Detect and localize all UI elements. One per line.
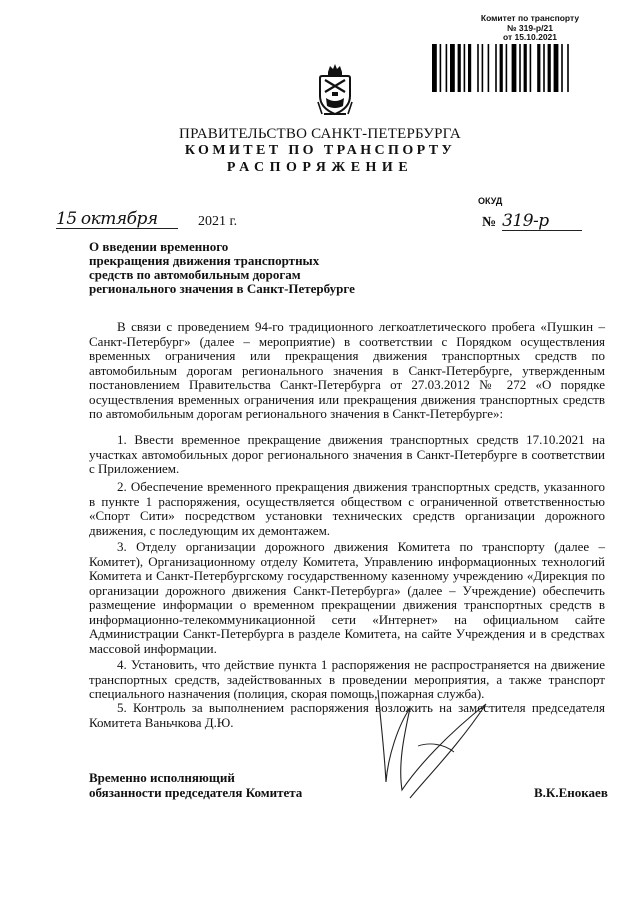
date-day: 15 [56,209,77,229]
stamp-number: № 319-р/21 [507,22,553,33]
signatory-role [89,770,302,800]
title-line: О введении временного [89,239,229,254]
paragraph: 1. Ввести временное прекращение движения транспортных средств 17.10.2021 на участках автомобильных дорог регионального значения в Санкт-Петербурге в соответствии с Приложением. [89,432,605,476]
government-name: ПРАВИТЕЛЬСТВО САНКТ-ПЕТЕРБУРГА [179,126,461,142]
clause-2 [89,480,605,538]
clause-5 [89,701,605,730]
document-type: РАСПОРЯЖЕНИЕ [226,160,414,175]
document-title [89,240,369,296]
okud-label: ОКУД [478,196,503,206]
role-line: обязанности председателя Комитета [89,785,303,800]
number-handwritten: 319-р [502,212,582,231]
number-sign: № [482,215,497,230]
clause-1 [89,433,605,477]
stamp-date: от 15.10.2021 [502,32,558,42]
paragraph: В связи с проведением 94-го традиционного легкоатлетического пробега «Пушкин – Санкт-Петербург» (далее – мероприятие) в соответствии с Порядком осуществления временных ограничения или прекращения движения транспортных средств по автомобильным дорогам регионального значения в Санкт-Петербурге, утвержденным постановлением Правительства Санкт-Петербурга от 27.03.2012 № 272 «О порядке осуществления временных ограничения или прекращения движения транспортных средств по автомобильным дорогам регионального значения в Санкт-Петербурге»: [89,319,605,421]
handwritten-signature-icon [358,686,508,806]
registration-stamp [455,14,605,43]
stamp-committee: Комитет по транспорту [480,13,580,23]
clause-3 [89,540,605,656]
paragraph: 3. Отделу организации дорожного движения Комитета по транспорту (далее – Комитет), Организационному отделу Комитета, Управлению информационных технологий Комитета и Санкт-Петербургскому государственному казенному учреждению «Дирекция по организации дорожного движения Санкт-Петербурга» (далее – Учреждение) обеспечить размещение информации о временном прекращении движения транспортных средств в информационно-телекоммуникационной сети «Интернет» на официальном сайте Администрации Санкт-Петербурга в разделе Комитета, на сайте Учреждения и в средствах массовой информации. [89,539,605,656]
barcode-icon [432,44,612,92]
role-line: Временно исполняющий [89,770,235,785]
document-date [56,210,216,229]
title-line: регионального значения в Санкт-Петербурге [89,281,355,296]
title-line: средств по автомобильным дорогам [89,267,301,282]
paragraph: 2. Обеспечение временного прекращения движения транспортных средств, указанного в пункте 1 распоряжения, осуществляется обществом с ограниченной ответственностью «Спорт Сити» посредством установки технических средств организации дорожного движения, с последующим их демонтажем. [89,479,605,538]
title-line: прекращения движения транспортных [89,253,320,268]
paragraph: 5. Контроль за выполнением распоряжения возложить на заместителя председателя Комитета Ваньчкова Д.Ю. [89,700,605,730]
date-year: 2021 г. [198,214,238,229]
preamble [89,320,605,422]
signatory-name: В.К.Енокаев [534,785,608,800]
paragraph: 4. Установить, что действие пункта 1 распоряжения не распространяется на движение транспортных средств, задействованных в проведении мероприятия, а также транспорт специального назначения (полиция, скорая помощь, пожарная служба). [89,657,605,701]
date-month: октября [80,209,158,229]
committee-name: КОМИТЕТ ПО ТРАНСПОРТУ [184,143,456,158]
coat-of-arms-icon [316,62,354,118]
document-number [482,212,592,231]
date-handwritten [56,210,178,229]
clause-4 [89,658,605,702]
